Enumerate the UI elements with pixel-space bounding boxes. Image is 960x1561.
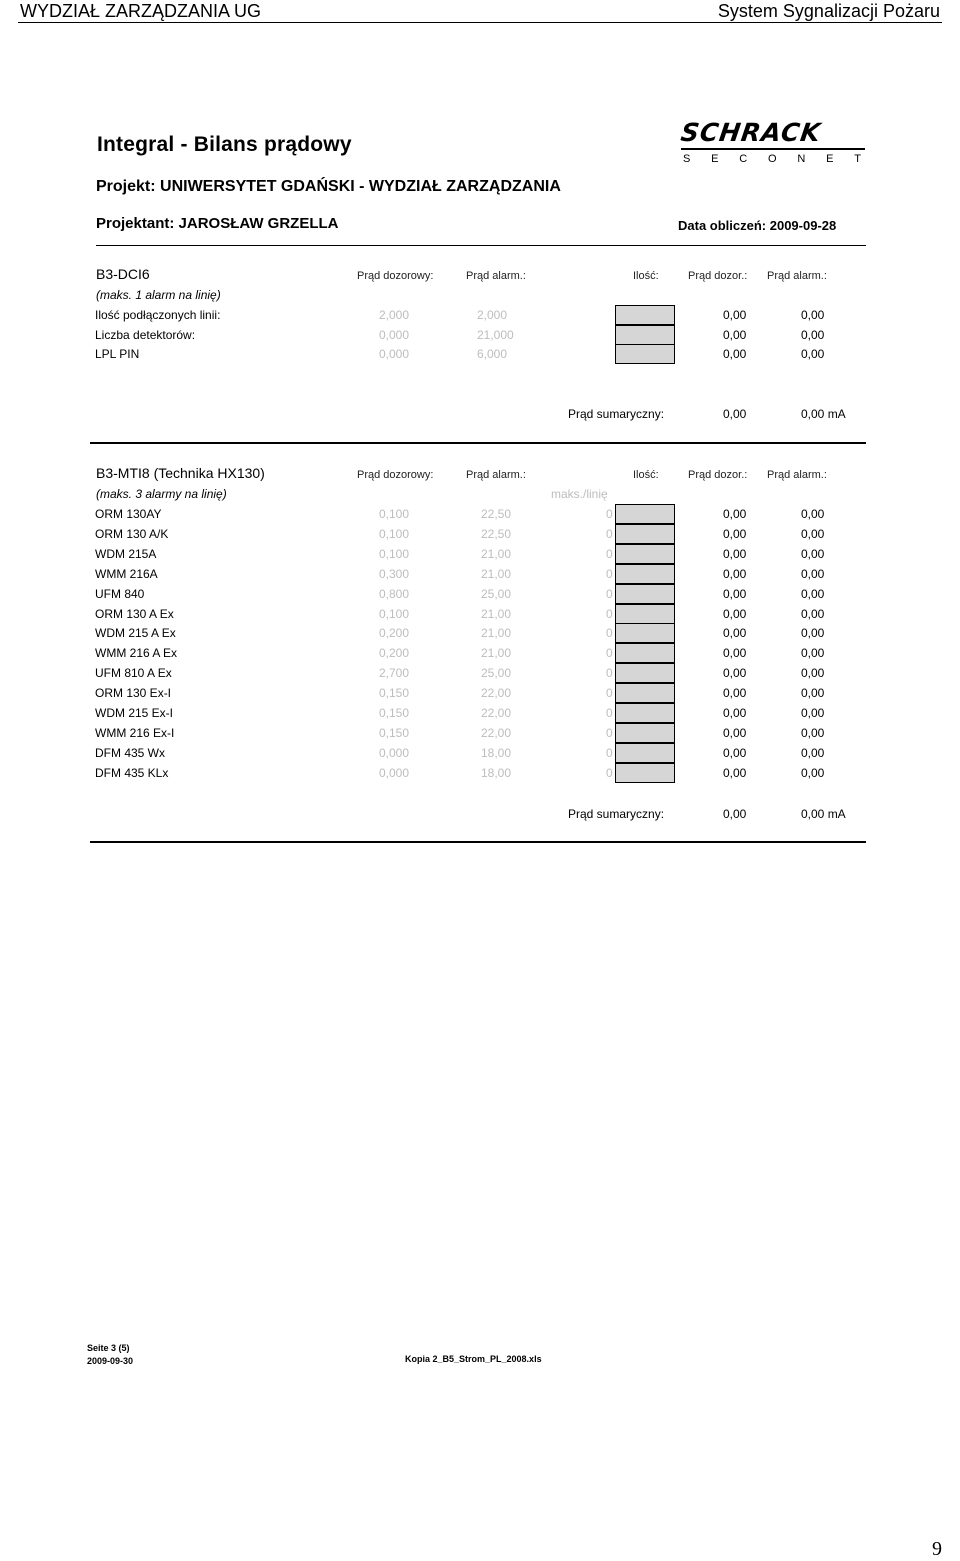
section2-row-max: 0 [606,666,613,680]
section2-row-max: 0 [606,587,613,601]
section2-row-max: 0 [606,607,613,621]
section1-row-alarm-sum: 0,00 [801,328,825,342]
section2-row-idle: 2,700 [379,666,410,680]
section2-row-idle: 0,200 [379,646,410,660]
section1-col-idle-sum: Prąd dozor.: [688,270,748,282]
section1-qty-input[interactable] [615,305,675,325]
section1-row-label: Liczba detektorów: [95,328,196,342]
section2-row-alarm: 22,50 [481,527,512,541]
logo-letter: N [797,153,808,165]
section1-row-idle: 0,000 [379,328,410,342]
section2-row-idle: 0,000 [379,766,410,780]
section2-row-label: WDM 215 Ex-I [95,706,174,720]
section2-row-idle: 0,150 [379,726,410,740]
schrack-logo [681,120,865,165]
section2-row-max: 0 [606,547,613,561]
logo-subtitle [681,153,865,165]
section2-row-alarm: 21,00 [481,626,512,640]
section2-row-idle: 0,100 [379,527,410,541]
logo-letter: O [767,153,779,165]
section1-note: (maks. 1 alarm na linię) [96,288,221,302]
footer-date: 2009-09-30 [87,1356,134,1366]
section2-row-alarm: 22,00 [481,686,512,700]
section1-sum-label: Prąd sumaryczny: [568,407,665,421]
section1-row-alarm: 6,000 [477,347,508,361]
section1-row-idle-sum: 0,00 [723,328,747,342]
section2-col-alarm-sum: Prąd alarm.: [767,469,827,481]
section2-qty-input[interactable] [615,524,675,544]
section2-qty-input[interactable] [615,504,675,524]
section2-row-alarm-sum: 0,00 [801,746,825,760]
section2-row-alarm-sum: 0,00 [801,567,825,581]
section2-row-alarm: 22,00 [481,726,512,740]
page-number: 9 [932,1538,942,1560]
section2-row-alarm-sum: 0,00 [801,507,825,521]
section2-row-alarm: 25,00 [481,666,512,680]
section1-row-alarm-sum: 0,00 [801,347,825,361]
section2-row-idle-sum: 0,00 [723,547,747,561]
section2-row-idle: 0,000 [379,746,410,760]
section2-row-alarm: 21,00 [481,567,512,581]
section2-title: B3-MTI8 (Technika HX130) [96,465,265,481]
section2-qty-input[interactable] [615,623,675,643]
section1-row-label: Ilość podłączonych linii: [95,308,221,322]
section2-max-per-line: maks./linię [551,487,608,501]
logo-rule [681,148,865,150]
section2-row-label: ORM 130AY [95,507,162,521]
section2-row-label: UFM 810 A Ex [95,666,172,680]
section1-title: B3-DCI6 [96,266,150,282]
section2-row-idle: 0,150 [379,706,410,720]
section2-note: (maks. 3 alarmy na linię) [96,487,227,501]
section2-sum-label: Prąd sumaryczny: [568,807,665,821]
section2-row-alarm-sum: 0,00 [801,587,825,601]
section2-row-label: WDM 215A [95,547,157,561]
section2-col-idle: Prąd dozorowy: [357,469,434,481]
section2-row-max: 0 [606,527,613,541]
section2-row-label: WDM 215 A Ex [95,626,176,640]
section2-row-alarm: 22,00 [481,706,512,720]
section1-sum-alarm: 0,00 mA [801,407,846,421]
section2-row-idle-sum: 0,00 [723,626,747,640]
section2-qty-input[interactable] [615,604,675,624]
section2-row-alarm: 25,00 [481,587,512,601]
section2-row-max: 0 [606,706,613,720]
section2-sum-alarm: 0,00 mA [801,807,846,821]
section2-row-max: 0 [606,726,613,740]
section2-row-label: DFM 435 KLx [95,766,169,780]
section1-row-idle: 2,000 [379,308,410,322]
section2-row-label: ORM 130 A/K [95,527,169,541]
section1-col-qty: Ilość: [633,270,659,282]
document-title: Integral - Bilans prądowy [97,133,352,156]
section1-row-idle: 0,000 [379,347,410,361]
section2-row-max: 0 [606,626,613,640]
section2-row-idle-sum: 0,00 [723,746,747,760]
section2-row-alarm: 18,00 [481,766,512,780]
section2-row-idle-sum: 0,00 [723,587,747,601]
section2-col-qty: Ilość: [633,469,659,481]
section1-sum-idle: 0,00 [723,407,747,421]
section2-row-idle-sum: 0,00 [723,646,747,660]
section1-col-idle: Prąd dozorowy: [357,270,434,282]
section1-row-alarm: 2,000 [477,308,508,322]
section2-row-max: 0 [606,646,613,660]
section2-row-idle-sum: 0,00 [723,607,747,621]
section2-row-label: ORM 130 Ex-I [95,686,172,700]
section2-row-idle: 0,200 [379,626,410,640]
section1-row-alarm: 21,000 [477,328,514,342]
section2-row-alarm-sum: 0,00 [801,607,825,621]
section2-row-idle-sum: 0,00 [723,666,747,680]
section2-qty-input[interactable] [615,544,675,564]
section1-row-idle-sum: 0,00 [723,308,747,322]
logo-letter: S [683,153,693,165]
section2-qty-input[interactable] [615,723,675,743]
section2-col-idle-sum: Prąd dozor.: [688,469,748,481]
designer-name: Projektant: JAROSŁAW GRZELLA [96,215,339,232]
section2-row-alarm-sum: 0,00 [801,646,825,660]
section2-row-idle: 0,100 [379,607,410,621]
section2-row-idle-sum: 0,00 [723,686,747,700]
section2-row-label: ORM 130 A Ex [95,607,174,621]
section2-row-idle-sum: 0,00 [723,766,747,780]
section2-row-idle: 0,100 [379,547,410,561]
section2-qty-input[interactable] [615,683,675,703]
section2-qty-input[interactable] [615,703,675,723]
project-name: Projekt: UNIWERSYTET GDAŃSKI - WYDZIAŁ ZARZĄDZANIA [96,178,561,195]
section2-row-max: 0 [606,686,613,700]
section2-row-alarm: 21,00 [481,646,512,660]
section2-row-label: WMM 216 A Ex [95,646,178,660]
section2-qty-input[interactable] [615,663,675,683]
section2-row-idle: 0,150 [379,686,410,700]
calculation-date: Data obliczeń: 2009-09-28 [678,218,837,233]
section2-qty-input[interactable] [615,564,675,584]
section2-row-alarm: 22,50 [481,507,512,521]
section2-row-alarm-sum: 0,00 [801,766,825,780]
section2-row-alarm: 21,00 [481,547,512,561]
section2-row-alarm-sum: 0,00 [801,527,825,541]
section2-qty-input[interactable] [615,743,675,763]
section2-row-idle-sum: 0,00 [723,527,747,541]
section2-qty-input[interactable] [615,763,675,783]
header-right: System Sygnalizacji Pożaru [717,1,940,21]
logo-letter: E [826,153,836,165]
section1-row-alarm-sum: 0,00 [801,308,825,322]
section2-row-alarm-sum: 0,00 [801,686,825,700]
header-divider [96,245,866,246]
section2-row-idle-sum: 0,00 [723,726,747,740]
section2-row-idle: 0,100 [379,507,410,521]
section2-row-alarm-sum: 0,00 [801,626,825,640]
section1-col-alarm: Prąd alarm.: [466,270,526,282]
section2-row-idle-sum: 0,00 [723,706,747,720]
logo-letter: C [739,153,750,165]
section2-row-max: 0 [606,507,613,521]
section2-sum-idle: 0,00 [723,807,747,821]
section2-row-label: DFM 435 Wx [95,746,166,760]
section1-qty-input[interactable] [615,344,675,364]
section2-row-label: WMM 216A [95,567,158,581]
section2-row-alarm: 21,00 [481,607,512,621]
logo-word: SCHRACK [679,118,823,147]
section2-col-alarm: Prąd alarm.: [466,469,526,481]
section1-row-label: LPL PIN [95,347,140,361]
section2-row-label: UFM 840 [95,587,145,601]
section2-divider [90,841,866,843]
footer-page: Seite 3 (5) [87,1343,130,1353]
section2-qty-input[interactable] [615,643,675,663]
logo-letter: T [854,153,863,165]
section2-row-alarm-sum: 0,00 [801,666,825,680]
header-left: WYDZIAŁ ZARZĄDZANIA UG [20,1,262,21]
section2-row-alarm-sum: 0,00 [801,547,825,561]
section2-row-max: 0 [606,766,613,780]
section2-row-idle-sum: 0,00 [723,507,747,521]
logo-letter: E [711,153,721,165]
section2-row-idle: 0,300 [379,567,410,581]
section2-row-max: 0 [606,746,613,760]
section2-row-alarm: 18,00 [481,746,512,760]
footer-file: Kopia 2_B5_Strom_PL_2008.xls [405,1354,542,1364]
section2-row-label: WMM 216 Ex-I [95,726,175,740]
section2-row-alarm-sum: 0,00 [801,726,825,740]
section1-row-idle-sum: 0,00 [723,347,747,361]
section2-row-idle-sum: 0,00 [723,567,747,581]
section1-divider [90,442,866,444]
section2-row-idle: 0,800 [379,587,410,601]
section1-col-alarm-sum: Prąd alarm.: [767,270,827,282]
section2-qty-input[interactable] [615,584,675,604]
section2-row-alarm-sum: 0,00 [801,706,825,720]
section1-qty-input[interactable] [615,325,675,345]
section2-row-max: 0 [606,567,613,581]
